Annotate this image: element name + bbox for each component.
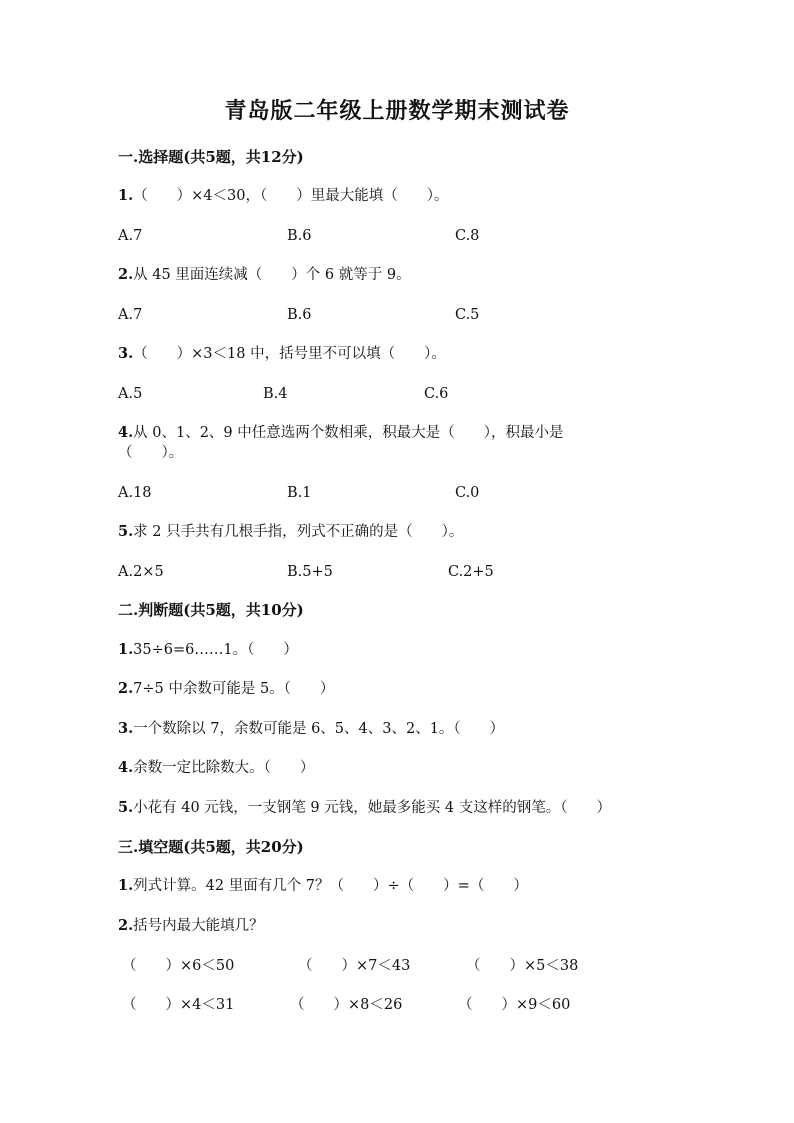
question-number: 1. <box>118 877 134 894</box>
question <box>118 640 298 660</box>
question-number: 4. <box>118 759 134 776</box>
option-a: A.5 <box>118 386 143 402</box>
page-title: 青岛版二年级上册数学期末测试卷 <box>224 98 570 124</box>
question-number: 2. <box>118 266 134 283</box>
question-text: 从 0、1、2、9 中任意选两个数相乘，积最大是（ ），积最小是 <box>133 425 564 441</box>
question-text: 列式计算。42 里面有几个 7？（ ）÷（ ）=（ ） <box>133 878 528 894</box>
fill-blank-item: （ ）×8＜26 <box>290 997 403 1013</box>
option-a: A.2×5 <box>118 564 164 580</box>
question-text: （ ）×4＜30，（ ）里最大能填（ ）。 <box>133 188 449 204</box>
fill-blank-item: （ ）×4＜31 <box>122 997 235 1013</box>
question <box>118 522 463 542</box>
question-continuation: （ ）。 <box>118 445 184 461</box>
question-text: 求 2 只手共有几根手指，列式不正确的是（ ）。 <box>133 524 464 540</box>
question-number: 1. <box>118 187 134 204</box>
question-text: 7÷5 中余数可能是 5。（ ） <box>133 681 335 697</box>
option-c: C.5 <box>455 307 480 323</box>
question-text: 从 45 里面连续减（ ）个 6 就等于 9。 <box>133 267 411 283</box>
section-heading-judgement: 二.判断题(共5题，共10分) <box>118 601 304 619</box>
question-text: 35÷6=6……1。（ ） <box>133 642 298 658</box>
option-b: B.6 <box>287 228 312 244</box>
option-b: B.4 <box>263 386 288 402</box>
question-text: 括号内最大能填几？ <box>133 918 264 934</box>
option-b: B.6 <box>287 307 312 323</box>
question-number: 1. <box>118 641 134 658</box>
option-a: A.7 <box>118 307 143 323</box>
question <box>118 344 446 364</box>
question-number: 4. <box>118 424 134 441</box>
question-number: 3. <box>118 720 134 737</box>
question <box>118 876 528 896</box>
question <box>118 916 264 936</box>
question <box>118 719 504 739</box>
question <box>118 186 448 206</box>
question <box>118 758 314 778</box>
question-text: 余数一定比除数大。（ ） <box>133 760 315 776</box>
fill-blank-item: （ ）×7＜43 <box>298 958 411 974</box>
option-c: C.8 <box>455 228 480 244</box>
option-c: C.2+5 <box>448 564 494 580</box>
question-number: 3. <box>118 345 134 362</box>
option-a: A.7 <box>118 228 143 244</box>
question-text: 一个数除以 7，余数可能是 6、5、4、3、2、1。（ ） <box>133 721 505 737</box>
question <box>118 265 411 285</box>
question-text: 小花有 40 元钱，一支钢笔 9 元钱，她最多能买 4 支这样的钢笔。（ ） <box>133 800 611 816</box>
fill-blank-item: （ ）×6＜50 <box>122 958 235 974</box>
option-c: C.0 <box>455 485 480 501</box>
question-number: 5. <box>118 799 134 816</box>
option-b: B.1 <box>287 485 312 501</box>
question-number: 2. <box>118 680 134 697</box>
section-heading-fill: 三.填空题(共5题，共20分) <box>118 838 304 856</box>
question <box>118 679 334 699</box>
option-c: C.6 <box>424 386 449 402</box>
fill-blank-item: （ ）×5＜38 <box>466 958 579 974</box>
question <box>118 798 611 818</box>
section-heading-choice: 一.选择题(共5题，共12分) <box>118 148 304 166</box>
question <box>118 423 564 443</box>
fill-blank-item: （ ）×9＜60 <box>458 997 571 1013</box>
question-text: （ ）×3＜18 中，括号里不可以填（ ）。 <box>133 346 446 362</box>
option-b: B.5+5 <box>287 564 333 580</box>
question-number: 5. <box>118 523 134 540</box>
question-number: 2. <box>118 917 134 934</box>
option-a: A.18 <box>118 485 152 501</box>
